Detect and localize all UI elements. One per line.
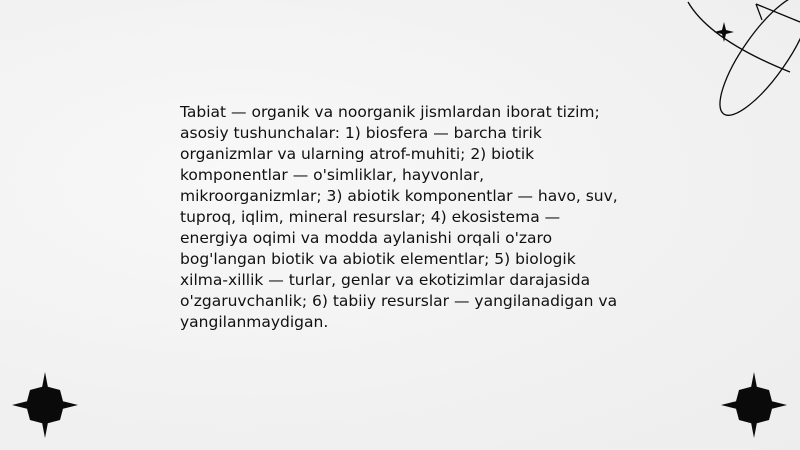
slide-body-text: Tabiat — organik va noorganik jismlardan iborat tizim; asosiy tushunchalar: 1) biosfera — barcha tirik organizmlar va ularning atrof-muhiti; 2) biotik komponentlar — o'simliklar, hayvonlar, mikroorganizmlar; 3) abiotik komponentlar — havo, suv, tuproq, iqlim, mineral resurslar; 4) ekosistema — energiya oqimi va modda aylanishi orqali o'zaro bog'langan biotik va abiotik elementlar; 5) biologik xilma-xillik — turlar, genlar va ekotizimlar darajasida o'zgaruvchanlik; 6) tabiiy resurslar — yangilanadigan va yangilanmaydigan. xyxy=(180,103,618,331)
four-point-star-icon xyxy=(12,372,78,438)
orbit-lines-icon xyxy=(670,0,800,150)
four-point-star-icon xyxy=(721,372,787,438)
small-sparkle-icon xyxy=(714,22,734,42)
